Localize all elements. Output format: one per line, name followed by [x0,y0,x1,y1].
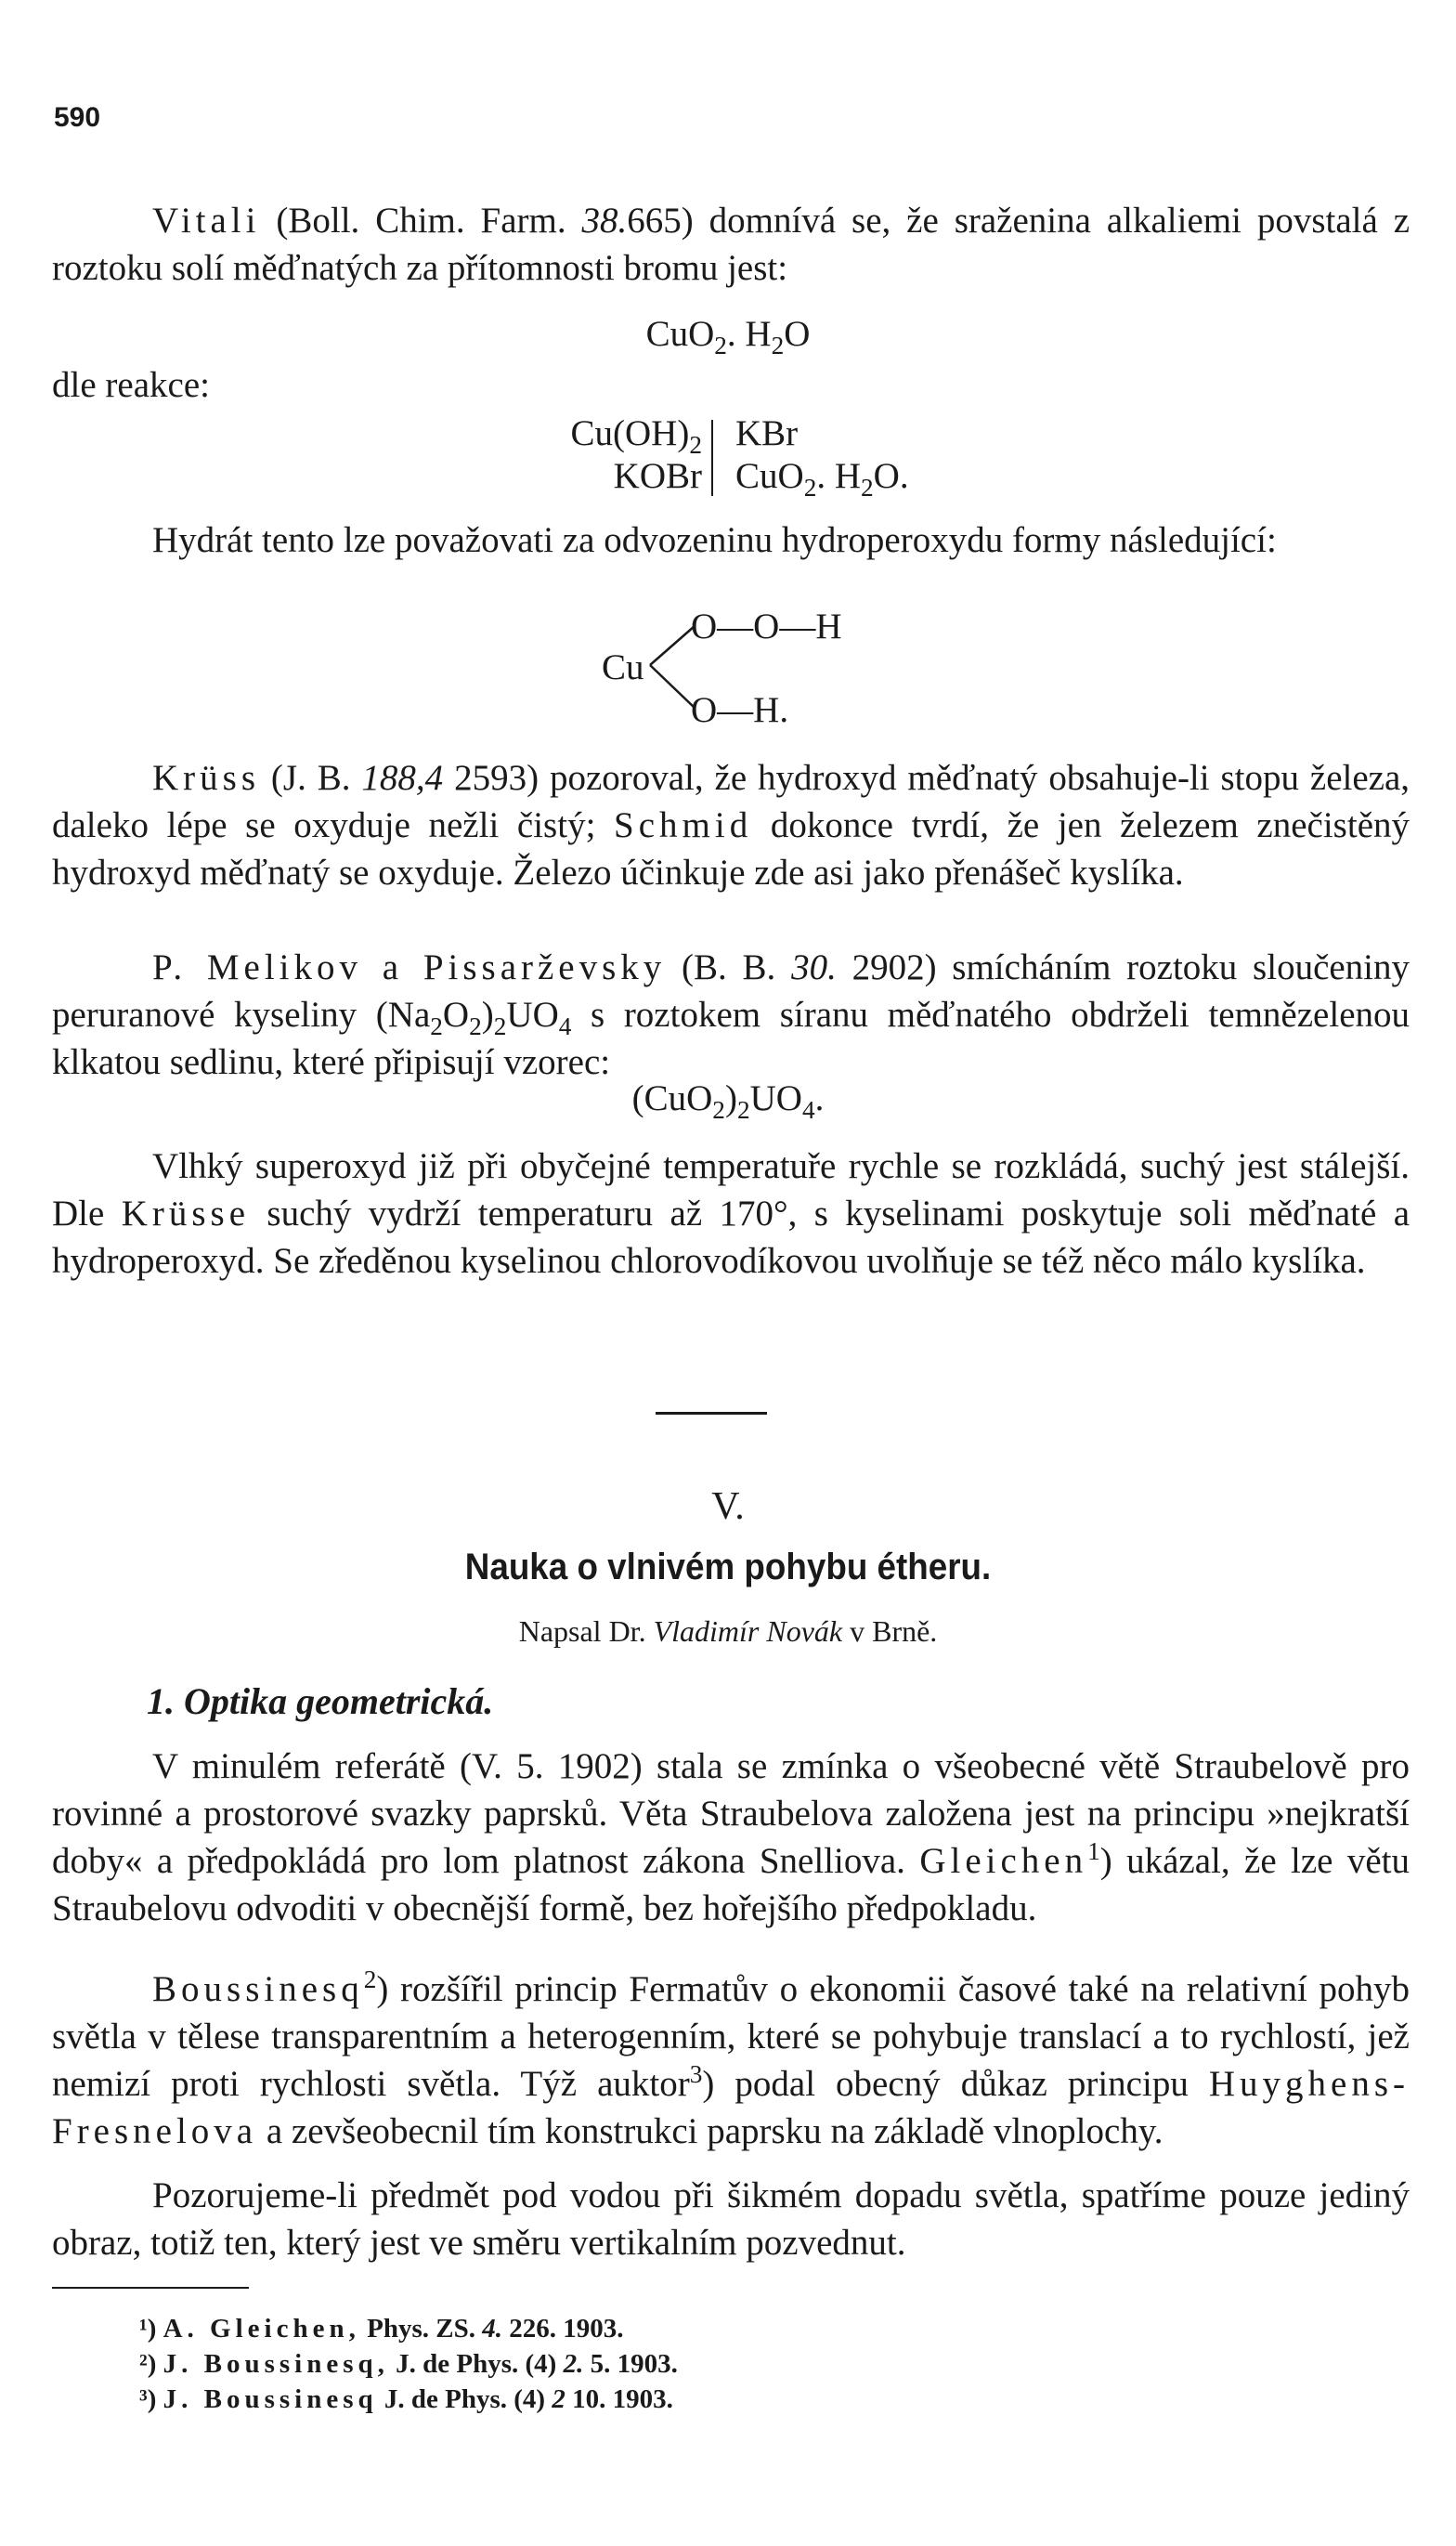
section-number: V. [711,1485,745,1528]
melikov-paragraph: P. Melikov a Pissarževsky (B. B. 30. 2902) smícháním roztoku sloučeniny peruranové kyseliny $(Na_2O_2)_2UO_4$ s roztokem síranu měďnatého obdrželi temnězelenou klkatou sedlinu, které připisují vzorec: [52,947,1410,1082]
footnote-3: ³) J. Boussinesq J. de Phys. (4) 2 10. 1903. [139,2384,673,2414]
reaction-left: $Cu(OH)_2$ KOBr [570,413,702,496]
struct-top: O—O—H [691,607,842,646]
footnote-rule [52,2287,249,2289]
vlhky-paragraph: Vlhký superoxyd již při obyčejné temperatuře rychle se rozkládá, suchý jest stálejší. Dle Krüsse suchý vydrží temperaturu až 170°, s kyselinami poskytuje soli měďnaté a hydroperoxyd. Se zředěnou kyselinou chlorovodíkovou uvolňuje se též něco málo kyslíka. [52,1146,1410,1281]
paragraph-straubel: V minulém referátě (V. 5. 1902) stala se zmínka o všeobecné větě Straubelově pro rovinné a prostorové svazky paprsků. Věta Straubelova založena jest na principu »nejkratší doby« a předpokládá pro lom platnost zákona Snelliova. Gleichen$^1$) ukázal, že lze větu Straubelovu odvoditi v obecnější formě, bez hořejšího předpokladu. [52,1746,1410,1928]
formula-cuo2-2-uo4: $(CuO_2)_2UO_4$. [631,1078,825,1124]
footnote-2: ²) J. Boussinesq, J. de Phys. (4) 2. 5. 1903. [139,2349,678,2379]
kruss-paragraph: Krüss (J. B. 188,4 2593) pozoroval, že hydroxyd měďnatý obsahuje-li stopu železa, daleko lépe se oxyduje nežli čistý; Schmid dokonce tvrdí, že jen železem znečistěný hydroxyd měďnatý se oxyduje. Železo účinkuje zde asi jako přenášeč kyslíka. [52,758,1410,893]
intro-paragraph: Vitali (Boll. Chim. Farm. 38.665) domnívá se, že sraženina alkaliemi povstalá z roztoku solí měďnatých za přítomnosti bromu jest: [52,201,1410,288]
paragraph-pozorujeme: Pozorujeme-li předmět pod vodou při šikmém dopadu světla, spatříme pouze jediný obraz, totiž ten, který jest ve směru vertikalním pozvednut. [52,2175,1410,2263]
struct-cu: Cu [602,647,644,687]
hydrat-paragraph: Hydrát tento lze považovati za odvozeninu hydroperoxydu formy následující: [152,520,1277,560]
reaction-right: KBr CuO$_2$. $H_2O$. [735,413,909,502]
paragraph-boussinesq: Boussinesq$^2$) rozšířil princip Fermatův o ekonomii časové také na relativní pohyb světla v tělese transparentním a heterogenním, které se pohybuje translací a to rychlostí, jež nemizí proti rychlosti světla. Týž auktor$^3$) podal obecný důkaz principu Huyghens-Fresnelova a zevšeobecnil tím konstrukci paprsku na základě vlnoplochy. [52,1965,1410,2151]
byline: Napsal Dr. Vladimír Novák v Brně. [518,1614,938,1648]
section-divider [656,1412,767,1415]
reaction-divider [711,420,713,496]
struct-bottom: O—H. [691,690,789,730]
page-number: 590 [54,102,101,133]
formula-cuo2-h2o: CuO$_2$. $H_2O$ [645,314,811,359]
footnote-1: ¹) A. Gleichen, Phys. ZS. 4. 226. 1903. [139,2314,624,2344]
subsection-heading: 1. Optika geometrická. [147,1680,494,1722]
section-title: Nauka o vlnivém pohybu étheru. [464,1547,992,1587]
author-vitali: Vitali [152,201,261,241]
reaction-label: dle reakce: [52,365,210,405]
structural-formula [594,604,891,730]
